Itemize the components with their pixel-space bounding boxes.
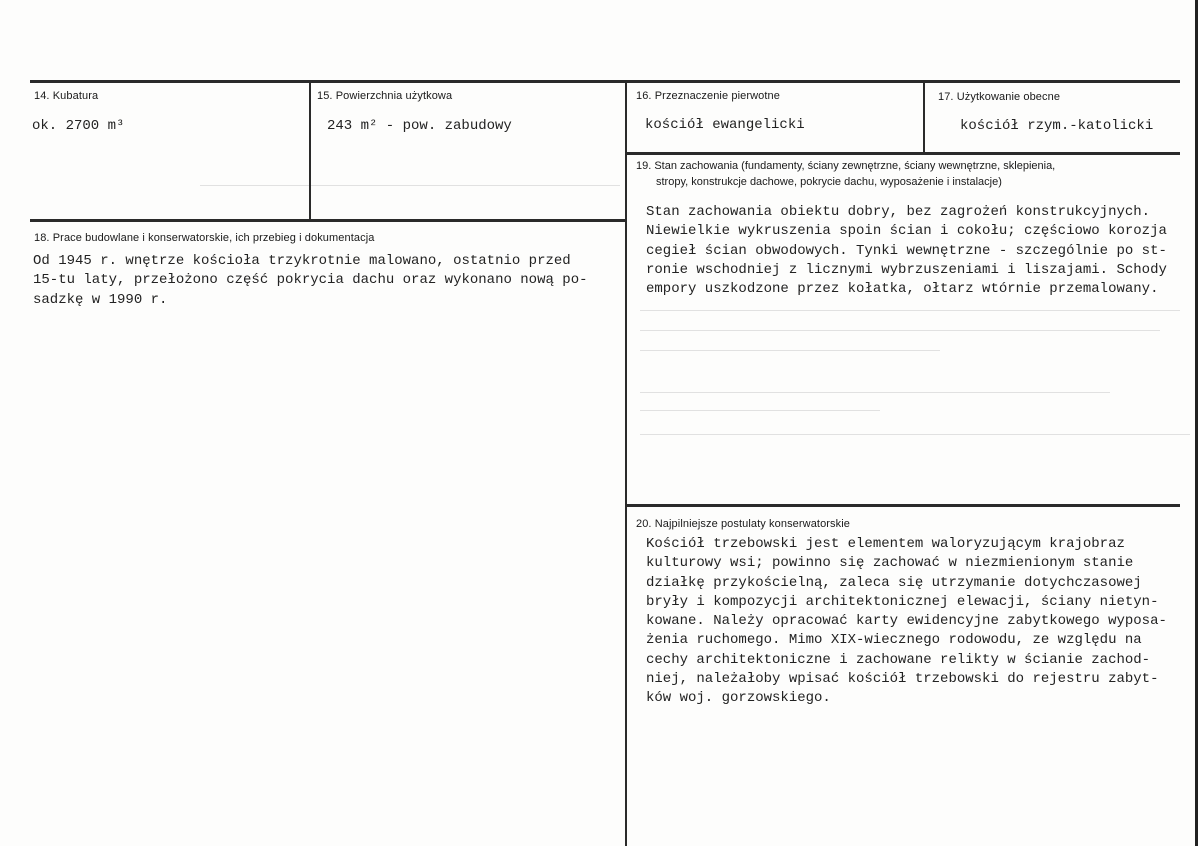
field-18-line: 15-tu laty, przełożono część pokrycia dachu oraz wykonano nową po- <box>33 272 588 289</box>
bleed-through-line <box>640 310 1180 311</box>
field-18-line: sadzkę w 1990 r. <box>33 291 168 308</box>
field-19-line: Stan zachowania obiektu dobry, bez zagrożeń konstrukcyjnych. <box>646 204 1151 220</box>
field-20-line: Kościół trzebowski jest elementem waloryzującym krajobraz <box>646 536 1125 552</box>
field-14-value: ok. 2700 m³ <box>32 118 125 134</box>
rule-below-14-15 <box>30 219 626 222</box>
field-15-label: 15. Powierzchnia użytkowa <box>317 90 453 102</box>
field-16-label: 16. Przeznaczenie pierwotne <box>636 90 780 102</box>
field-20-line: ków woj. gorzowskiego. <box>646 690 831 707</box>
field-19-text <box>646 203 1176 299</box>
field-18-label: 18. Prace budowlane i konserwatorskie, ich przebieg i dokumentacja <box>34 232 375 244</box>
field-20-line: cechy architektoniczne i zachowane relikty w ścianie zachod- <box>646 651 1151 668</box>
bleed-through-line <box>640 434 1190 435</box>
field-20-line: kowane. Należy opracować karty ewidencyjne zabytkowego wyposa- <box>646 613 1167 630</box>
field-16-value: kościół ewangelicki <box>645 117 805 133</box>
field-19-line: empory uszkodzone przez kołatka, ołtarz wtórnie przemalowany. <box>646 281 1159 298</box>
bleed-through-line <box>640 410 880 411</box>
field-20-line: bryły i kompozycji architektonicznej elewacji, ściany nietyn- <box>646 593 1159 610</box>
bleed-through-line <box>640 330 1160 331</box>
field-19-line: cegieł ścian obwodowych. Tynki wewnętrzne - szczególnie po st- <box>646 242 1167 259</box>
divider-16-17 <box>923 80 925 154</box>
field-20-line: kulturowy wsi; powinno się zachować w niezmienionym stanie <box>646 555 1134 572</box>
top-rule <box>30 80 1180 83</box>
field-19-line: Niewielkie wykruszenia spoin ścian i cokołu; częściowo korozja <box>646 223 1167 240</box>
field-14-label: 14. Kubatura <box>34 90 99 102</box>
field-15-value: 243 m² - pow. zabudowy <box>327 118 512 134</box>
field-20-text <box>646 535 1176 709</box>
field-19-label <box>636 158 1156 190</box>
field-17-label: 17. Użytkowanie obecne <box>938 91 1061 103</box>
field-20-line: żenia ruchomego. Mimo XIX-wiecznego rodowodu, ze względu na <box>646 632 1142 649</box>
bleed-through-line <box>200 185 620 186</box>
field-20-line: niej, należałoby wpisać kościół trzebowski do rejestru zabyt- <box>646 671 1159 688</box>
bleed-through-line <box>640 392 1110 393</box>
field-19-label-line: stropy, konstrukcje dachowe, pokrycie dachu, wyposażenie i instalacje) <box>656 176 1002 188</box>
field-20-line: działkę przykościelną, zaleca się utrzymanie dotychczasowej <box>646 574 1142 591</box>
field-19-label-line: 19. Stan zachowania (fundamenty, ściany zewnętrzne, ściany wewnętrzne, sklepienia, <box>636 160 1056 172</box>
field-20-label: 20. Najpilniejsze postulaty konserwatorskie <box>636 518 851 530</box>
bleed-through-line <box>640 350 940 351</box>
field-18-text <box>33 252 603 310</box>
rule-below-19 <box>626 504 1180 507</box>
field-19-line: ronie wschodniej z licznymi wybrzuszeniami i liszajami. Schody <box>646 261 1167 278</box>
field-17-value: kościół rzym.-katolicki <box>960 118 1154 134</box>
center-divider <box>625 80 627 846</box>
field-18-line: Od 1945 r. wnętrze kościoła trzykrotnie malowano, ostatnio przed <box>33 253 571 269</box>
divider-14-15 <box>309 80 311 221</box>
rule-below-16-17 <box>626 152 1180 155</box>
